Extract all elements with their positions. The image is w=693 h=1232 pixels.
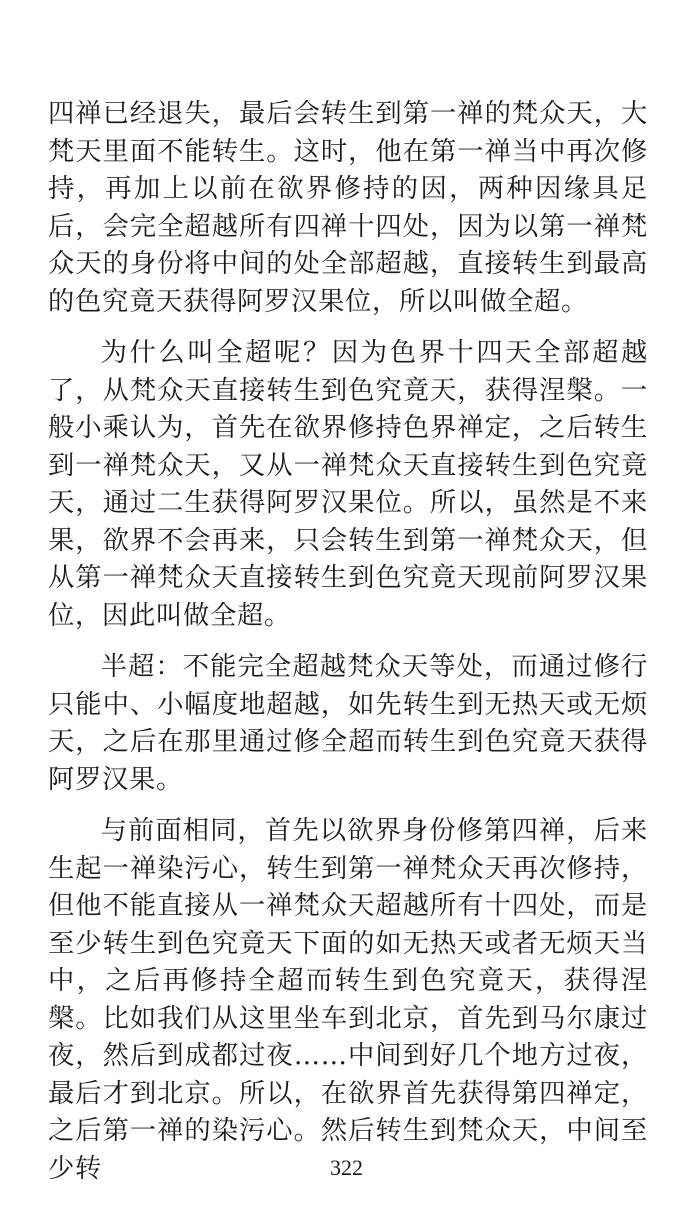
body-text <box>48 96 648 1202</box>
paragraph: 为什么叫全超呢？因为色界十四天全部超越了，从梵众天直接转生到色究竟天，获得涅槃。一般小乘认为，首先在欲界修持色界禅定，之后转生到一禅梵众天，又从一禅梵众天直接转生到色究竟天，通过二生获得阿罗汉果位。所以，虽然是不来果，欲界不会再来，只会转生到第一禅梵众天，但从第一禅梵众天直接转生到色究竟天现前阿罗汉果位，因此叫做全超。 <box>48 338 648 631</box>
paragraph: 四禅已经退失，最后会转生到第一禅的梵众天，大梵天里面不能转生。这时，他在第一禅当中再次修持，再加上以前在欲界修持的因，两种因缘具足后，会完全超越所有四禅十四处，因为以第一禅梵众天的身份将中间的处全部超越，直接转生到最高的色究竟天获得阿罗汉果位，所以叫做全超。 <box>48 99 648 317</box>
paragraph: 半超：不能完全超越梵众天等处，而通过修行只能中、小幅度地超越，如先转生到无热天或无烦天，之后在那里通过修全超而转生到色究竟天获得阿罗汉果。 <box>48 652 648 795</box>
paragraph: 与前面相同，首先以欲界身份修第四禅，后来生起一禅染污心，转生到第一禅梵众天再次修持，但他不能直接从一禅梵众天超越所有十四处，而是至少转生到色究竟天下面的如无热天或者无烦天当中，之后再修持全超而转生到色究竟天，获得涅槃。比如我们从这里坐车到北京，首先到马尔康过夜，然后到成都过夜……中间到好几个地方过夜，最后才到北京。所以，在欲界首先获得第四禅定，之后第一禅的染污心。然后转生到梵众天，中间至少转 <box>48 816 648 1184</box>
page-number: 322 <box>330 1155 363 1180</box>
